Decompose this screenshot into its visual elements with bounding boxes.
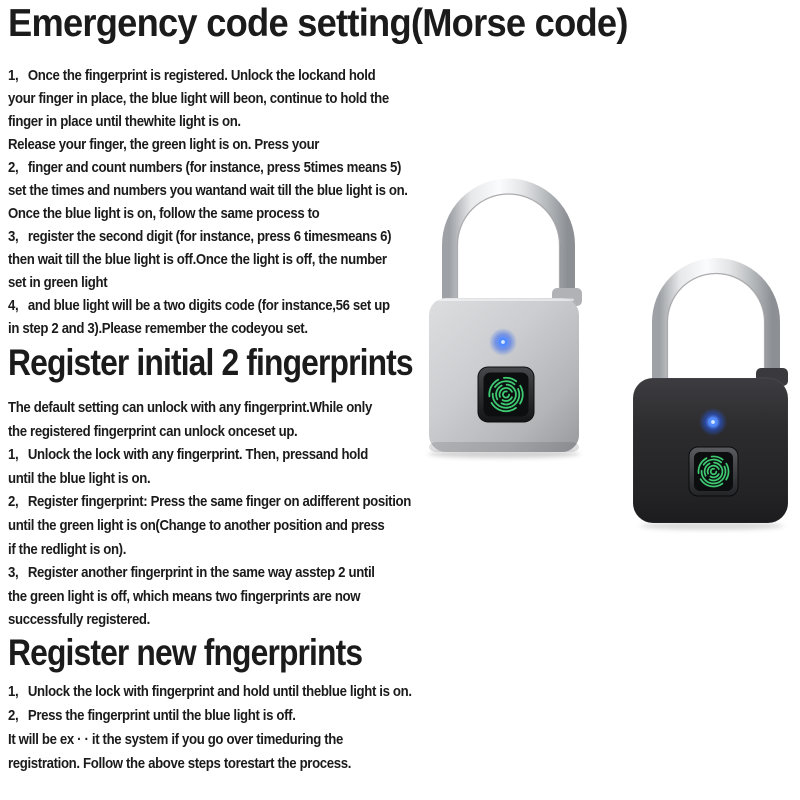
fingerprint-sensor-icon	[689, 447, 738, 496]
title-emergency-code-setting: Emergency code setting(Morse code)	[8, 2, 628, 45]
step-line: until the blue light is on.	[8, 469, 151, 487]
fingerprint-sensor-icon	[478, 367, 534, 422]
step-line: registration. Follow the above steps torestart the process.	[8, 755, 352, 772]
step-line: finger in place until thewhite light is on.	[8, 113, 241, 130]
black-padlock-shackle	[660, 266, 773, 389]
register-initial-steps	[8, 396, 411, 632]
step-line: the registered fingerprint can unlock onceset up.	[8, 422, 298, 440]
title-register-initial-fingerprints: Register initial 2 fingerprints	[8, 342, 413, 383]
step-line: then wait till the blue light is off.Once the light is off, the number	[8, 251, 387, 268]
step-line: until the green light is on(Change to another position and press	[8, 516, 385, 534]
step-line: 3, Register another fingerprint in the same way asstep 2 until	[8, 564, 375, 582]
step-line: It will be ex · · it the system if you go over timeduring the	[8, 731, 343, 748]
step-line: 1, Once the fingerprint is registered. Unlock the lockand hold	[8, 67, 376, 84]
silver-padlock-image	[424, 176, 588, 466]
black-padlock-image	[628, 254, 794, 538]
step-line: if the redlight is on).	[8, 540, 127, 558]
step-line: your finger in place, the blue light will beon, continue to hold the	[8, 90, 389, 107]
step-line: set in green light	[8, 274, 108, 291]
register-new-steps	[8, 680, 412, 776]
step-line: 2, Press the fingerprint until the blue light is off.	[8, 707, 296, 724]
step-line: The default setting can unlock with any fingerprint.While only	[8, 399, 372, 416]
silver-body-bottom-bevel	[429, 442, 579, 452]
step-line: 1, Unlock the lock with fingerprint and hold until theblue light is on.	[8, 683, 412, 700]
led-indicator-icon	[489, 328, 517, 356]
silver-body-top-highlight	[434, 299, 574, 302]
emergency-code-steps	[8, 64, 408, 340]
step-line: Release your finger, the green light is on. Press your	[8, 136, 320, 153]
step-line: 2, finger and count numbers (for instance, press 5times means 5)	[8, 159, 402, 176]
black-shackle-inner-edge	[668, 274, 765, 384]
step-line: the green light is off, which means two fingerprints are now	[8, 587, 361, 605]
step-line: 3, register the second digit (for instance, press 6 timesmeans 6)	[8, 228, 392, 245]
step-line: 1, Unlock the lock with any fingerprint. Then, pressand hold	[8, 446, 368, 464]
title-register-new-fingerprints: Register new fngerprints	[8, 632, 363, 673]
step-line: successfully registered.	[8, 611, 150, 629]
led-indicator-icon	[699, 408, 727, 436]
step-line: in step 2 and 3).Please remember the codeyou set.	[8, 320, 308, 337]
silver-padlock-shackle	[450, 186, 568, 308]
step-line: 4, and blue light will be a two digits code (for instance,56 set up	[8, 297, 390, 314]
silver-shackle-inner-edge	[458, 194, 560, 304]
step-line: Once the blue light is on, follow the same process to	[8, 205, 320, 222]
step-line: set the times and numbers you wantand wait till the blue light is on.	[8, 182, 408, 199]
step-line: 2, Register fingerprint: Press the same finger on adifferent position	[8, 493, 411, 511]
